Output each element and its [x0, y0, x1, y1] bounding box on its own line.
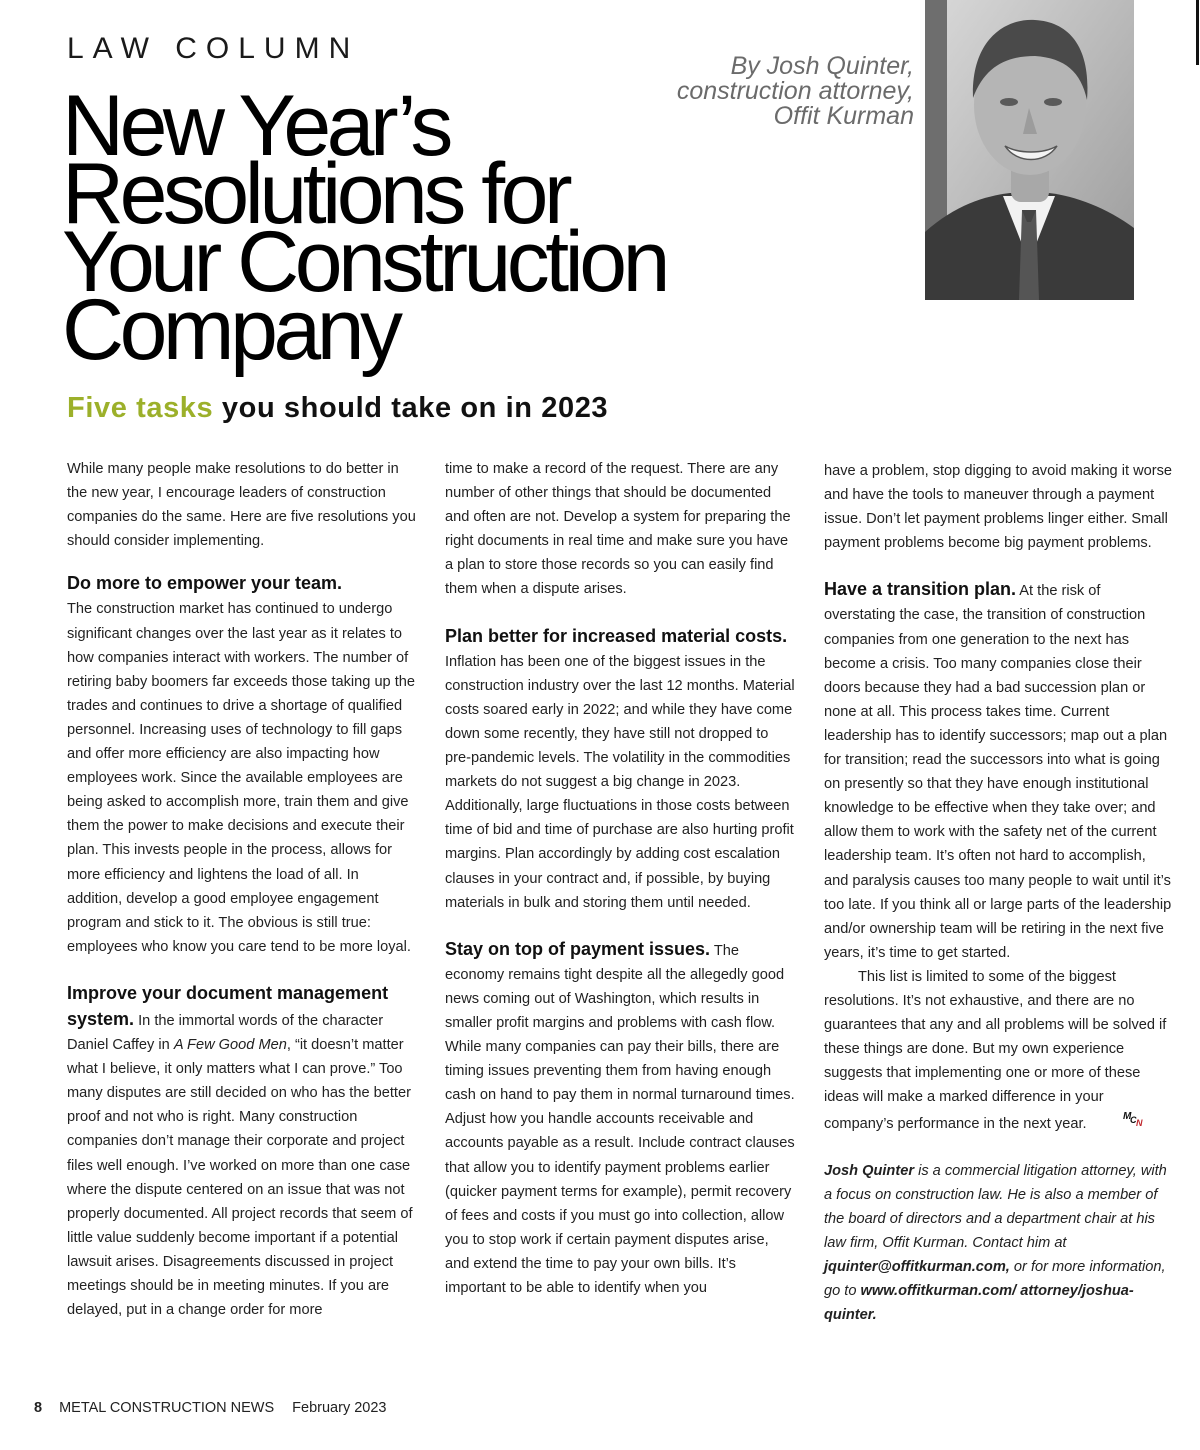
page-footer — [34, 1400, 386, 1416]
byline-role: construction attorney, — [676, 77, 914, 105]
document-body-1: In the immortal words of the character Daniel Caffey in — [67, 1012, 384, 1054]
bio-email-link[interactable]: jquinter@offitkurman.com, — [824, 1258, 1010, 1275]
empower-body: The construction market has continued to undergo significant changes over the last year as it relates to how companies interact with workers. The number of retiring baby boomers far exceeds those taking up the trades and continues to drive a shortage of qualified personnel. Increasing uses of technology to fill gaps and offer more efficiency are also impacting how employees work. Since the available employees are being asked to accomplish more, train them and give them the power to make decisions and execute their plan. This invests people in the process, allows for more efficiency and lightens the load of all. In addition, develop a good employee engagement program and stick to it. The obvious is still true: employees who know you care tend to be more loyal. — [67, 601, 416, 955]
svg-text:N: N — [1135, 1118, 1143, 1128]
author-bio — [824, 1159, 1174, 1328]
svg-text:M: M — [1122, 1111, 1131, 1123]
headline-line-3: Your Construction — [62, 214, 666, 310]
author-portrait — [925, 0, 1134, 300]
publication-name: METAL CONSTRUCTION NEWS — [59, 1400, 275, 1416]
edge-rule — [1196, 0, 1199, 65]
transition-heading: Have a transition plan. — [824, 579, 1017, 600]
material-section — [445, 624, 797, 915]
document-body-2: , “it doesn’t matter what I believe, it only matters what I can prove.” Too many disputes are still decided on who has the better proof and not who is right. Many construction companies don’t manage their corporate and project files well enough. I’ve worked on more than one case where the dispute centered on an issue that was not properly documented. All project records that seem of little value suddenly become important if a potential lawsuit arises. Disagreements discussed in project meetings should be in meeting minutes. If you are delayed, put in a change order for more — [67, 1037, 413, 1319]
headline — [62, 78, 782, 378]
issue-date: February 2023 — [292, 1400, 387, 1416]
material-body: Inflation has been one of the biggest issues in the construction industry over the last 12 months. Material costs soared early in 2022; and while they have come down some recently, they have still not dropped to pre-pandemic levels. The volatility in the commodities markets do not suggest a big change in 2023. Additionally, large fluctuations in those costs between time of bid and time of purchase are also hurting profit margins. Plan accordingly by adding cost escalation clauses in your contract and, if possible, by buying materials in bulk and storing them until needed. — [445, 653, 795, 911]
transition-section — [824, 577, 1174, 965]
subheadline-rest: you should take on in 2023 — [213, 392, 609, 424]
payment-section — [445, 937, 797, 1300]
bio-text-2: or for more information, go to — [824, 1258, 1166, 1299]
headline-line-2: Resolutions for — [62, 146, 569, 242]
document-continued: time to make a record of the request. There are any number of other things that should be documented and often are not. Develop a system for preparing the right documents in real time and make sure you have a plan to store those records so you can easily find them when a dispute arises. — [445, 461, 791, 598]
empower-heading: Do more to empower your team. — [67, 573, 343, 594]
byline-firm: Offit Kurman — [773, 102, 914, 130]
headline-line-4: Company — [62, 282, 399, 378]
closing-text: This list is limited to some of the biggest resolutions. It’s not exhaustive, and there are no guarantees that any and all problems will be solved if these things are done. But my own experience suggests that implementing one or more of these ideas will make a marked difference in your company’s performance in the next year. — [824, 968, 1167, 1133]
document-section — [67, 981, 417, 1322]
article-column-1 — [67, 457, 417, 1322]
bio-name: Josh Quinter — [824, 1162, 915, 1179]
svg-text:C: C — [1129, 1115, 1137, 1126]
byline-author: By Josh Quinter, — [730, 52, 914, 80]
bio-text-1: is a commercial litigation attorney, with a focus on construction law. He is also a member of the board of directors and a department chair at his law firm, Offit Kurman. Contact him at — [824, 1162, 1167, 1251]
bio-url-link[interactable]: www.offitkurman.com/ attorney/joshua-quinter. — [824, 1283, 1134, 1324]
transition-body: At the risk of overstating the case, the transition of construction companies from one generation to the next has become a crisis. Too many companies close their doors because they had a bad succession plan or none at all. This process takes time. Current leadership has to identify successors; map out a plan for transition; read the successors into what is going on presently so that they have enough institutional knowledge to be effective when they take over; and allow them to work with the safety net of the current leadership team. It’s often not hard to accomplish, and paralysis causes too many people to wait until it’s too late. If you think all or large parts of the leadership and/or ownership team will be retiring in the next five years, it’s time to get started. — [824, 583, 1172, 961]
section-label: LAW COLUMN — [67, 32, 360, 65]
film-title: A Few Good Men — [173, 1037, 287, 1054]
subheadline — [67, 392, 608, 425]
headline-line-1: New Year’s — [62, 78, 449, 174]
empower-section — [67, 571, 417, 959]
payment-continued: have a problem, stop digging to avoid making it worse and have the tools to maneuver through a payment issue. Don’t let payment problems linger either. Small payment problems become big payment problems. — [824, 463, 1173, 552]
mcn-endmark-icon — [1089, 1109, 1145, 1135]
material-heading: Plan better for increased material costs. — [445, 625, 788, 646]
document-heading: Improve your document management system. — [67, 982, 389, 1029]
closing-paragraph — [824, 965, 1174, 1137]
article-column-2 — [445, 457, 797, 1300]
article-column-3 — [824, 459, 1174, 1327]
subheadline-accent: Five tasks — [67, 392, 214, 424]
page-number: 8 — [34, 1400, 43, 1416]
byline — [677, 54, 914, 129]
payment-body: The economy remains tight despite all the allegedly good news coming out of Washington, which results in smaller profit margins and problems with cash flow. While many companies can pay their bills, there are timing issues preventing them from having enough cash on hand to pay them in normal turnaround times. Adjust how you handle accounts receivable and accounts payable as a result. Include contract clauses that allow you to identify payment problems earlier (quicker payment terms for example), permit recovery of fees and costs if you must go into collection, allow you to stop work if certain payment disputes arise, and extend the time to pay your own bills. It’s important to be able to identify when you — [445, 942, 795, 1296]
intro-paragraph: While many people make resolutions to do better in the new year, I encourage leaders of construction companies do the same. Here are five resolutions you should consider implementing. — [67, 461, 416, 550]
payment-heading: Stay on top of payment issues. — [445, 938, 711, 959]
